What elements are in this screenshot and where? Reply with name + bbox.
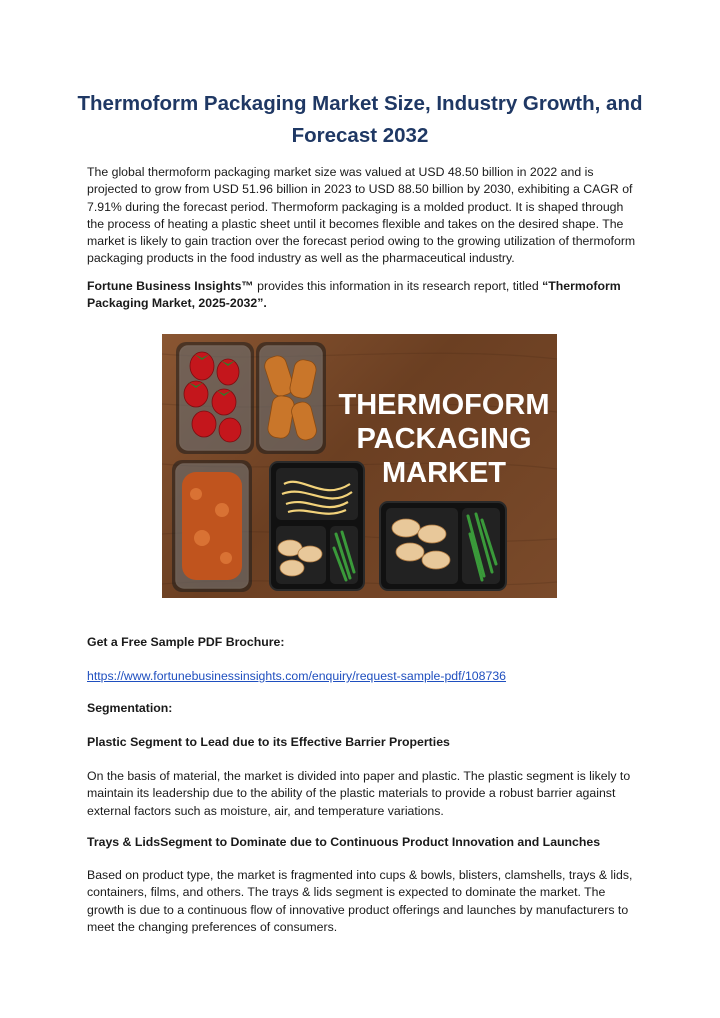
plastic-segment-paragraph: On the basis of material, the market is divided into paper and plastic. The plastic segment is likely to maintain its leadership due to the ability of the plastic materials to provide a robust barrier against external factors such as moisture, air, and temperature variations.	[87, 769, 631, 818]
source-report-title: “Thermoform Packaging Market, 2025-2032”.	[87, 279, 621, 311]
trays-segment-paragraph: Based on product type, the market is fragmented into cups & bowls, blisters, clamshells, trays & lids, containers, films, and others. The trays & lids segment is expected to dominate the market. The growth is due to a continuous flow of innovative product offerings and launches by manufacturers to meet the changing preferences of consumers.	[87, 868, 633, 934]
hero-line-2: PACKAGING	[356, 423, 532, 455]
trays-segment-heading: Trays & LidsSegment to Dominate due to Continuous Product Innovation and Launches	[87, 835, 601, 849]
source-brand: Fortune Business Insights™	[87, 279, 254, 293]
page-title: Thermoform Packaging Market Size, Industry Growth, and Forecast 2032	[77, 92, 643, 147]
hero-line-1: THERMOFORM	[338, 389, 550, 421]
plastic-segment-heading: Plastic Segment to Lead due to its Effective Barrier Properties	[87, 735, 450, 749]
sample-heading: Get a Free Sample PDF Brochure:	[87, 635, 285, 649]
hero-illustration	[162, 334, 557, 598]
sample-link[interactable]: https://www.fortunebusinessinsights.com/enquiry/request-sample-pdf/108736	[87, 669, 507, 683]
source-paragraph	[87, 278, 638, 313]
hero-image	[162, 334, 557, 598]
intro-paragraph: The global thermoform packaging market size was valued at USD 48.50 billion in 2022 and is projected to grow from USD 51.96 billion in 2023 to USD 88.50 billion by 2030, exhibiting a CAGR of 7.91% during the forecast period. Thermoform packaging is a molded product. It is shaped through the process of heating a plastic sheet until it becomes flexible and takes on the desired shape. The market is likely to gain traction over the forecast period owing to the growing utilization of thermoform packaging products in the food industry as well as the pharmaceutical industry.	[87, 165, 636, 266]
segmentation-heading: Segmentation:	[87, 701, 173, 715]
source-text: provides this information in its research report, titled	[253, 279, 543, 293]
hero-line-3: MARKET	[381, 457, 507, 489]
